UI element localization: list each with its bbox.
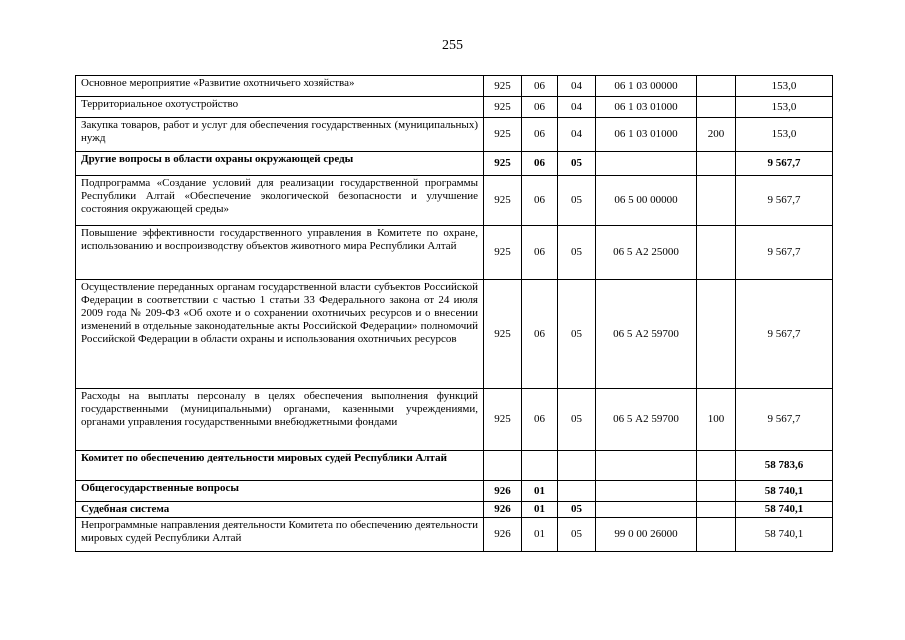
row-target-article-code: 06 5 А2 59700: [596, 389, 697, 451]
row-expense-type-code: [697, 176, 736, 226]
table-row: [76, 118, 833, 152]
row-name: Повышение эффективности государственного управления в Комитете по охране, использованию и воспроизводству объектов животного мира Республики Алтай: [76, 226, 484, 280]
row-section-code: 06: [522, 176, 558, 226]
table-row: [76, 280, 833, 389]
row-grbs-code: 925: [484, 176, 522, 226]
row-subsection-code: 05: [558, 226, 596, 280]
table-row: [76, 97, 833, 118]
row-target-article-code: [596, 481, 697, 502]
table-row: [76, 518, 833, 552]
row-expense-type-code: [697, 226, 736, 280]
row-section-code: 06: [522, 226, 558, 280]
row-subsection-code: 05: [558, 280, 596, 389]
row-amount: 58 740,1: [736, 518, 833, 552]
row-expense-type-code: [697, 451, 736, 481]
row-grbs-code: 925: [484, 152, 522, 176]
row-target-article-code: 06 5 00 00000: [596, 176, 697, 226]
row-target-article-code: 06 5 А2 25000: [596, 226, 697, 280]
row-subsection-code: 05: [558, 389, 596, 451]
table-row: [76, 226, 833, 280]
row-expense-type-code: [697, 97, 736, 118]
row-grbs-code: 925: [484, 226, 522, 280]
row-subsection-code: [558, 481, 596, 502]
row-name: Непрограммные направления деятельности Комитета по обеспечению деятельности мировых судей Республики Алтай: [76, 518, 484, 552]
row-target-article-code: 06 1 03 01000: [596, 97, 697, 118]
row-amount: 9 567,7: [736, 176, 833, 226]
row-subsection-code: 05: [558, 502, 596, 518]
row-grbs-code: [484, 451, 522, 481]
row-amount: 153,0: [736, 118, 833, 152]
row-amount: 9 567,7: [736, 226, 833, 280]
table-row: [76, 176, 833, 226]
row-target-article-code: 06 5 А2 59700: [596, 280, 697, 389]
row-grbs-code: 926: [484, 481, 522, 502]
row-amount: 9 567,7: [736, 280, 833, 389]
row-expense-type-code: [697, 502, 736, 518]
row-expense-type-code: [697, 76, 736, 97]
row-target-article-code: 06 1 03 00000: [596, 76, 697, 97]
row-grbs-code: 925: [484, 118, 522, 152]
row-amount: 9 567,7: [736, 152, 833, 176]
row-grbs-code: 926: [484, 518, 522, 552]
row-section-code: 06: [522, 118, 558, 152]
row-section-code: 06: [522, 76, 558, 97]
row-expense-type-code: [697, 481, 736, 502]
table-row: [76, 389, 833, 451]
row-section-code: 01: [522, 481, 558, 502]
row-expense-type-code: [697, 518, 736, 552]
row-amount: 153,0: [736, 97, 833, 118]
row-name: Судебная система: [76, 502, 484, 518]
row-section-code: 06: [522, 280, 558, 389]
table-row: [76, 76, 833, 97]
row-name: Комитет по обеспечению деятельности мировых судей Республики Алтай: [76, 451, 484, 481]
row-subsection-code: 05: [558, 152, 596, 176]
row-grbs-code: 925: [484, 389, 522, 451]
row-expense-type-code: [697, 152, 736, 176]
row-name: Закупка товаров, работ и услуг для обеспечения государственных (муниципальных) нужд: [76, 118, 484, 152]
page-number: 255: [442, 38, 463, 53]
table-row: [76, 451, 833, 481]
table-row: [76, 152, 833, 176]
row-section-code: 06: [522, 152, 558, 176]
row-target-article-code: [596, 152, 697, 176]
row-expense-type-code: 200: [697, 118, 736, 152]
row-name: Расходы на выплаты персоналу в целях обеспечения выполнения функций государственными (муниципальными) органами, казенными учреждениями, органами управления государственными внебюджетными фондами: [76, 389, 484, 451]
row-grbs-code: 925: [484, 76, 522, 97]
row-name: Другие вопросы в области охраны окружающей среды: [76, 152, 484, 176]
row-subsection-code: 04: [558, 97, 596, 118]
row-section-code: [522, 451, 558, 481]
row-name: Подпрограмма «Создание условий для реализации государственной программы Республики Алтай «Обеспечение экологической безопасности и улучшение состояния окружающей среды»: [76, 176, 484, 226]
budget-table-body: [76, 76, 833, 552]
row-name: Основное мероприятие «Развитие охотничьего хозяйства»: [76, 76, 484, 97]
table-row: [76, 481, 833, 502]
row-name: Осуществление переданных органам государственной власти субъектов Российской Федерации в соответствии с частью 1 статьи 33 Федерального закона от 24 июля 2009 года № 209-ФЗ «Об охоте и о сохранении охотничьих ресурсов и о внесении изменений в отдельные законодательные акты Российской Федерации» полномочий Российской Федерации в области охраны и использования охотничьих ресурсов: [76, 280, 484, 389]
row-subsection-code: 04: [558, 76, 596, 97]
budget-table: [75, 75, 833, 552]
row-subsection-code: 05: [558, 518, 596, 552]
row-expense-type-code: [697, 280, 736, 389]
row-subsection-code: [558, 451, 596, 481]
row-expense-type-code: 100: [697, 389, 736, 451]
row-grbs-code: 925: [484, 97, 522, 118]
row-amount: 58 740,1: [736, 481, 833, 502]
row-amount: 153,0: [736, 76, 833, 97]
row-section-code: 01: [522, 518, 558, 552]
row-grbs-code: 926: [484, 502, 522, 518]
row-name: Общегосударственные вопросы: [76, 481, 484, 502]
row-grbs-code: 925: [484, 280, 522, 389]
row-section-code: 01: [522, 502, 558, 518]
row-section-code: 06: [522, 389, 558, 451]
row-subsection-code: 05: [558, 176, 596, 226]
row-amount: 9 567,7: [736, 389, 833, 451]
row-name: Территориальное охотустройство: [76, 97, 484, 118]
row-target-article-code: 06 1 03 01000: [596, 118, 697, 152]
row-target-article-code: [596, 451, 697, 481]
row-amount: 58 740,1: [736, 502, 833, 518]
row-section-code: 06: [522, 97, 558, 118]
row-target-article-code: 99 0 00 26000: [596, 518, 697, 552]
table-row: [76, 502, 833, 518]
row-amount: 58 783,6: [736, 451, 833, 481]
row-subsection-code: 04: [558, 118, 596, 152]
row-target-article-code: [596, 502, 697, 518]
